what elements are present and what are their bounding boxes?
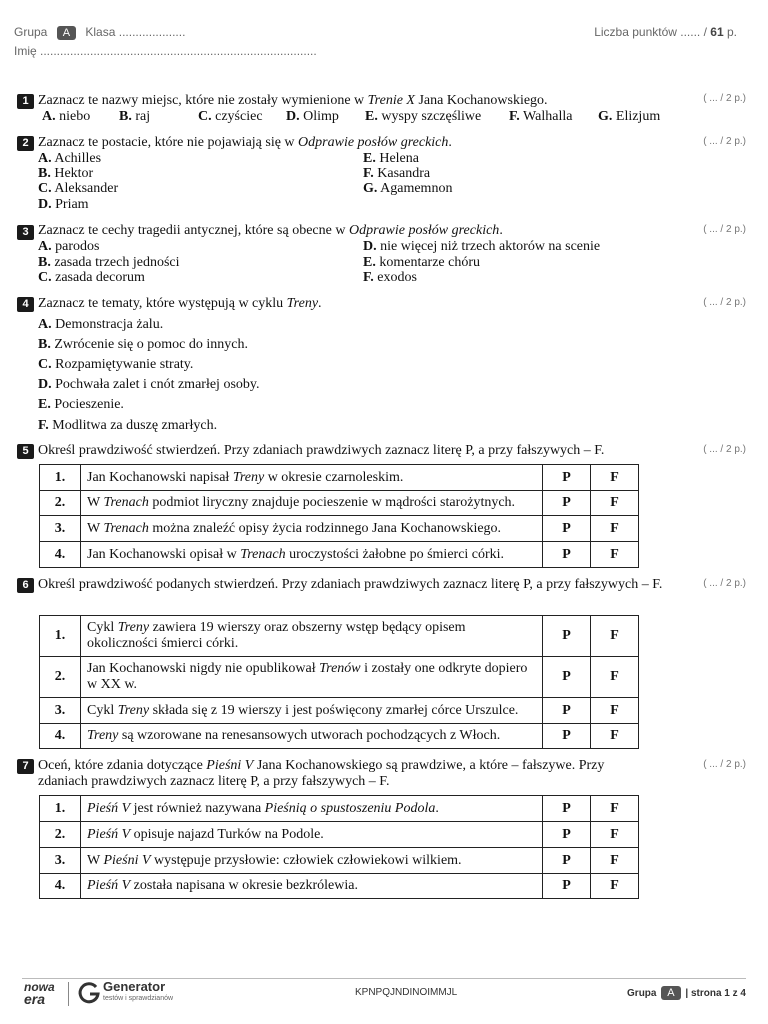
table-row <box>40 657 639 698</box>
q2-option-a[interactable]: A. Achilles <box>38 151 102 166</box>
points-unit: p. <box>726 25 737 39</box>
row-number: 2. <box>40 822 81 848</box>
q2-option-g[interactable]: G. Agamemnon <box>363 181 453 196</box>
footer-page-info <box>627 986 746 1000</box>
q3-text-part: Zaznacz te cechy tragedii antycznej, które są obecne w <box>38 223 349 238</box>
question-1-points: ( ... / 2 p.) <box>703 93 746 104</box>
false-option[interactable]: F <box>591 616 639 657</box>
false-option[interactable]: F <box>591 698 639 724</box>
q2-text-end: . <box>448 135 452 150</box>
q3-option-b[interactable]: B. zasada trzech jedności <box>38 255 180 270</box>
false-option[interactable]: F <box>591 491 639 516</box>
q2-option-f[interactable]: F. Kasandra <box>363 166 431 181</box>
q2-option-c[interactable]: C. Aleksander <box>38 181 119 196</box>
q4-option-d[interactable]: D. Pochwała zalet i cnót zmarłej osoby. <box>38 377 260 392</box>
question-number-7: 7 <box>17 759 34 774</box>
klasa-field: Klasa .................... <box>85 25 186 39</box>
points-summary <box>594 25 737 39</box>
table-row <box>40 491 639 516</box>
q3-option-e[interactable]: E. komentarze chóru <box>363 255 481 270</box>
question-5-points: ( ... / 2 p.) <box>703 444 746 455</box>
q3-option-a[interactable]: A. parodos <box>38 239 100 254</box>
footer-grupa-label: Grupa <box>627 988 657 999</box>
false-option[interactable]: F <box>591 796 639 822</box>
question-number-4: 4 <box>17 297 34 312</box>
statement-text: Treny są wzorowane na renesansowych utworach pochodzących z Włoch. <box>81 724 543 749</box>
q4-title: Treny <box>286 296 319 311</box>
row-number: 4. <box>40 542 81 568</box>
question-3-points: ( ... / 2 p.) <box>703 224 746 235</box>
q1-title: Trenie X <box>367 93 415 108</box>
false-option[interactable]: F <box>591 542 639 568</box>
row-number: 3. <box>40 516 81 542</box>
table-row <box>40 822 639 848</box>
statement-text: Cykl Treny zawiera 19 wierszy oraz obszerny wstęp będący opisem okoliczności śmierci córki. <box>81 616 543 657</box>
row-number: 4. <box>40 724 81 749</box>
true-option[interactable]: P <box>543 616 591 657</box>
q7-text-end: Jana Kochanowskiego są prawdziwe, a które – fałszywe. Przy zdaniach prawdziwych zaznacz literę P, a przy fałszywych – F. <box>38 758 605 789</box>
true-option[interactable]: P <box>543 796 591 822</box>
question-7-text <box>38 758 638 790</box>
row-number: 1. <box>40 616 81 657</box>
q5-table <box>39 464 639 568</box>
logo-separator <box>68 982 69 1006</box>
question-7-points: ( ... / 2 p.) <box>703 759 746 770</box>
footer-grupa-badge: A <box>661 986 680 1000</box>
q1-option-e[interactable]: E. wyspy szczęśliwe <box>365 109 482 124</box>
true-option[interactable]: P <box>543 657 591 698</box>
points-total: 61 <box>710 25 724 39</box>
true-option[interactable]: P <box>543 822 591 848</box>
question-4-text <box>38 296 322 312</box>
q1-option-c[interactable]: C. czyściec <box>198 109 263 124</box>
row-number: 3. <box>40 848 81 874</box>
q1-option-f[interactable]: F. Walhalla <box>509 109 573 124</box>
table-row <box>40 724 639 749</box>
header-group-row <box>14 25 185 40</box>
statement-text: Cykl Treny składa się z 19 wierszy i jest poświęcony zmarłej córce Urszulce. <box>81 698 543 724</box>
nowa-era-logo <box>24 982 55 1006</box>
q4-option-b[interactable]: B. Zwrócenie się o pomoc do innych. <box>38 337 248 352</box>
generator-subtitle: testów i sprawdzianów <box>103 995 174 1002</box>
row-number: 2. <box>40 491 81 516</box>
statement-text: W Trenach można znaleźć opisy życia rodzinnego Jana Kochanowskiego. <box>81 516 543 542</box>
table-row <box>40 848 639 874</box>
document-code: KPNPQJNDINOIMMJL <box>355 987 458 998</box>
true-option[interactable]: P <box>543 724 591 749</box>
statement-text: Pieśń V opisuje najazd Turków na Podole. <box>81 822 543 848</box>
true-option[interactable]: P <box>543 874 591 899</box>
question-3-text <box>38 223 503 239</box>
statement-text: Pieśń V jest również nazywana Pieśnią o spustoszeniu Podola. <box>81 796 543 822</box>
logo-nowa-text: nowa <box>24 980 55 994</box>
statement-text: Jan Kochanowski napisał Treny w okresie czarnoleskim. <box>81 465 543 491</box>
grupa-label: Grupa <box>14 25 48 39</box>
q1-option-g[interactable]: G. Elizjum <box>598 109 661 124</box>
q1-option-a[interactable]: A. niebo <box>42 109 91 124</box>
q7-text-part: Oceń, które zdania dotyczące <box>38 758 207 773</box>
q7-title: Pieśni V <box>206 758 254 773</box>
true-option[interactable]: P <box>543 698 591 724</box>
q6-table <box>39 615 639 749</box>
q2-option-e[interactable]: E. Helena <box>363 151 419 166</box>
q1-text-end: Jana Kochanowskiego. <box>414 93 548 108</box>
q4-option-c[interactable]: C. Rozpamiętywanie straty. <box>38 357 194 372</box>
question-number-1: 1 <box>17 94 34 109</box>
q4-option-e[interactable]: E. Pocieszenie. <box>38 397 124 412</box>
statement-text: W Trenach podmiot liryczny znajduje pocieszenie w mądrości starożytnych. <box>81 491 543 516</box>
true-option[interactable]: P <box>543 516 591 542</box>
table-row <box>40 698 639 724</box>
grupa-badge: A <box>57 26 76 40</box>
question-5-text: Określ prawdziwość stwierdzeń. Przy zdaniach prawdziwych zaznacz literę P, a przy fałszywych – F. <box>38 443 605 458</box>
statement-text: Pieśń V została napisana w okresie bezkrólewia. <box>81 874 543 899</box>
false-option[interactable]: F <box>591 848 639 874</box>
question-number-2: 2 <box>17 136 34 151</box>
question-2-text <box>38 135 452 151</box>
false-option[interactable]: F <box>591 465 639 491</box>
row-number: 1. <box>40 465 81 491</box>
question-number-5: 5 <box>17 444 34 459</box>
false-option[interactable]: F <box>591 724 639 749</box>
q4-option-a[interactable]: A. Demonstracja żalu. <box>38 317 164 332</box>
q1-option-d[interactable]: D. Olimp <box>286 109 339 124</box>
q2-option-d[interactable]: D. Priam <box>38 197 89 212</box>
question-2-points: ( ... / 2 p.) <box>703 136 746 147</box>
table-row <box>40 616 639 657</box>
question-4-points: ( ... / 2 p.) <box>703 297 746 308</box>
q1-text-part: Zaznacz te nazwy miejsc, które nie zostały wymienione w <box>38 93 368 108</box>
row-number: 4. <box>40 874 81 899</box>
points-label: Liczba punktów ...... / <box>594 25 707 39</box>
question-1-text <box>38 93 548 109</box>
q4-text-end: . <box>318 296 322 311</box>
true-option[interactable]: P <box>543 848 591 874</box>
table-row <box>40 516 639 542</box>
q3-option-f[interactable]: F. exodos <box>363 270 417 285</box>
generator-title: Generator <box>103 979 166 994</box>
question-6-points: ( ... / 2 p.) <box>703 578 746 589</box>
generator-logo <box>103 980 173 1003</box>
false-option[interactable]: F <box>591 822 639 848</box>
true-option[interactable]: P <box>543 491 591 516</box>
statement-text: Jan Kochanowski opisał w Trenach uroczystości żałobne po śmierci córki. <box>81 542 543 568</box>
q3-option-d[interactable]: D. nie więcej niż trzech aktorów na scenie <box>363 239 601 254</box>
q3-text-end: . <box>499 223 503 238</box>
logo-era-text: era <box>24 991 46 1007</box>
statement-text: W Pieśni V występuje przysłowie: człowiek człowiekowi wilkiem. <box>81 848 543 874</box>
q4-text-part: Zaznacz te tematy, które występują w cyklu <box>38 296 287 311</box>
footer-page-number: | strona 1 z 4 <box>685 988 746 999</box>
true-option[interactable]: P <box>543 542 591 568</box>
q3-option-c[interactable]: C. zasada decorum <box>38 270 145 285</box>
false-option[interactable]: F <box>591 874 639 899</box>
row-number: 3. <box>40 698 81 724</box>
true-option[interactable]: P <box>543 465 591 491</box>
row-number: 1. <box>40 796 81 822</box>
generator-g-icon <box>77 981 101 1005</box>
table-row <box>40 796 639 822</box>
table-row <box>40 465 639 491</box>
q7-table <box>39 795 639 899</box>
table-row <box>40 874 639 899</box>
q4-option-f[interactable]: F. Modlitwa za duszę zmarłych. <box>38 418 218 433</box>
statement-text: Jan Kochanowski nigdy nie opublikował Trenów i zostały one odkryte dopiero w XX w. <box>81 657 543 698</box>
q2-option-b[interactable]: B. Hektor <box>38 166 94 181</box>
question-number-6: 6 <box>17 578 34 593</box>
question-number-3: 3 <box>17 225 34 240</box>
table-row <box>40 542 639 568</box>
false-option[interactable]: F <box>591 657 639 698</box>
row-number: 2. <box>40 657 81 698</box>
false-option[interactable]: F <box>591 516 639 542</box>
q2-text-part: Zaznacz te postacie, które nie pojawiają się w <box>38 135 299 150</box>
imie-field: Imię ................................................................................... <box>14 44 317 58</box>
q3-title: Odprawie posłów greckich <box>348 223 500 238</box>
q2-title: Odprawie posłów greckich <box>298 135 449 150</box>
question-6-text: Określ prawdziwość podanych stwierdzeń. Przy zdaniach prawdziwych zaznacz literę P, a przy fałszywych – F. <box>38 577 663 592</box>
q1-option-b[interactable]: B. raj <box>119 109 151 124</box>
